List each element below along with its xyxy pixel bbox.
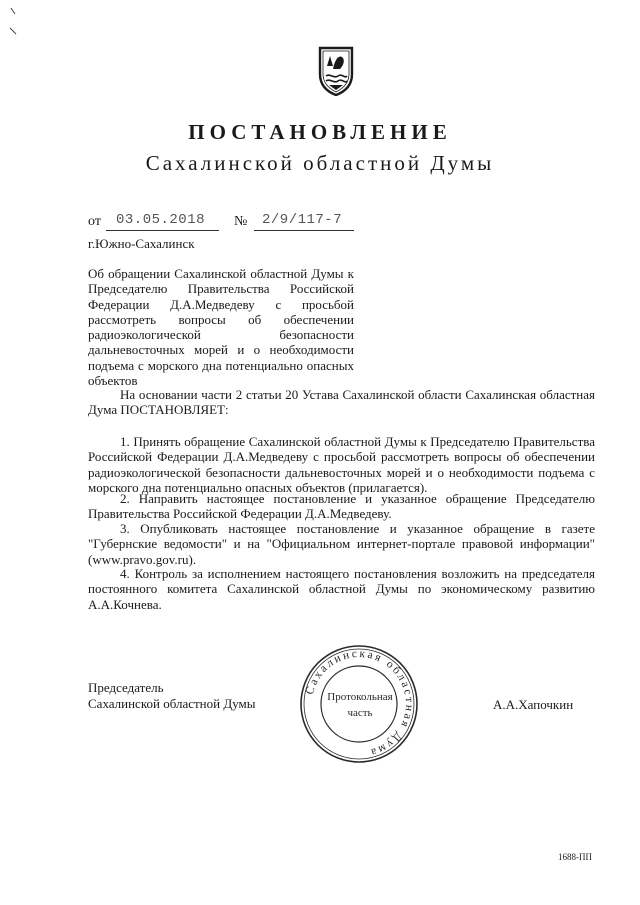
resolution-item-1: 1. Принять обращение Сахалинской областной Думы к Председателю Правительства Российской Федерации Д.А.Медведеву с просьбой рассмотреть вопросы об обеспечении радиоэкологической безопасности дальневосточных морей и о необходимости подъема с морского дна потенциально опасных объектов (прилагается). <box>88 434 595 495</box>
resolution-item-2: 2. Направить настоящее постановление и указанное обращение Председателю Правительства Российской Федерации Д.А.Медведеву. <box>88 491 595 522</box>
document-title: ПОСТАНОВЛЕНИЕ <box>188 120 452 144</box>
number-underline <box>254 230 354 231</box>
scan-mark <box>8 6 18 36</box>
document-subtitle: Сахалинской областной Думы <box>145 151 495 175</box>
registration-row <box>88 214 388 236</box>
stamp-center-line1: Протокольная <box>327 691 393 703</box>
intro-paragraph: На основании части 2 статьи 20 Устава Сахалинской области Сахалинская областная Дума ПОСТАНОВЛЯЕТ: <box>88 387 595 418</box>
stamp-ring-text: Сахалинская областная Дума <box>303 647 416 759</box>
document-date: 03.05.2018 <box>116 212 206 228</box>
official-stamp <box>298 643 420 765</box>
document-code: 1688-ПП <box>558 852 592 862</box>
document-number: 2/9/117-7 <box>262 212 343 228</box>
document-subject: Об обращении Сахалинской областной Думы к Председателю Правительства Российской Федерации Д.А.Медведеву с просьбой рассмотреть вопросы об обеспечении радиоэкологической безопасности дальневосточных морей и о необходимости подъема с морского дна потенциально опасных объектов <box>88 266 354 389</box>
signatory-name: А.А.Хапочкин <box>493 697 574 712</box>
coat-of-arms-emblem <box>316 44 356 96</box>
number-prefix: № <box>234 214 248 229</box>
stamp-center-line2: часть <box>347 707 373 719</box>
date-prefix: от <box>88 214 101 229</box>
resolution-item-4: 4. Контроль за исполнением настоящего постановления возложить на председателя постоянного комитета Сахалинской областной Думы по экономическому развитию А.А.Кочнева. <box>88 566 595 612</box>
date-underline <box>106 230 219 231</box>
resolution-item-3: 3. Опубликовать настоящее постановление и указанное обращение в газете "Губернские ведомости" и на "Официальном интернет-портале правовой информации" (www.pravo.gov.ru). <box>88 521 595 567</box>
signatory-position: Председатель Сахалинской областной Думы <box>88 680 256 711</box>
city: г.Южно-Сахалинск <box>88 236 195 251</box>
